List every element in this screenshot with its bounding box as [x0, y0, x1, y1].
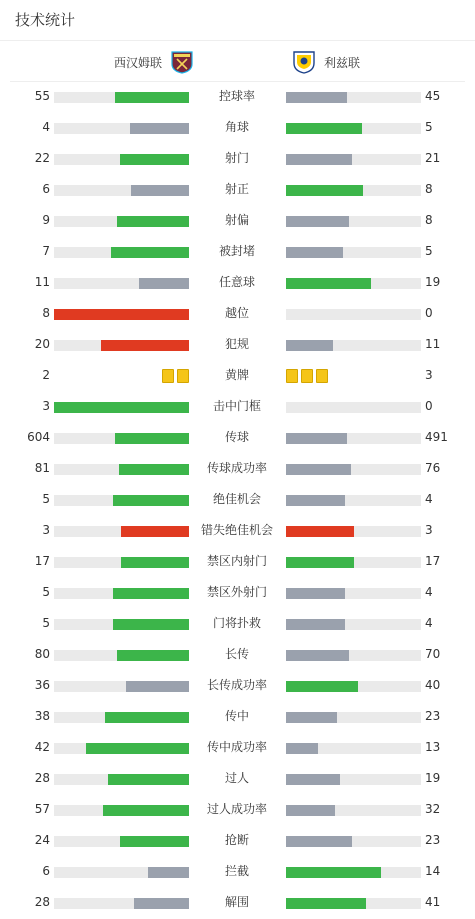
home-stat-bar: [54, 154, 189, 165]
away-stat-value: 23: [425, 709, 441, 723]
away-stat-fill: [286, 588, 345, 599]
home-stat-value: 6: [42, 182, 50, 196]
away-stat-value: 8: [425, 182, 433, 196]
stat-label: 长传: [224, 647, 249, 661]
away-stat-bar: [286, 278, 421, 289]
yellow-card-icon: [177, 369, 189, 383]
stat-row: [0, 887, 475, 918]
away-stat-fill: [286, 278, 371, 289]
away-yellow-cards: [286, 369, 328, 383]
stat-label: 过人成功率: [206, 802, 267, 816]
stats-list: [0, 81, 475, 918]
away-stat-fill: [286, 464, 351, 475]
away-stat-value: 8: [425, 213, 433, 227]
home-stat-value: 28: [34, 771, 50, 785]
stat-label: 抢断: [224, 833, 249, 847]
stat-row: [0, 856, 475, 887]
away-stat-fill: [286, 433, 347, 444]
home-stat-fill: [148, 867, 189, 878]
away-stat-fill: [286, 340, 333, 351]
home-stat-fill: [120, 836, 189, 847]
away-stat-bar: [286, 681, 421, 692]
home-stat-bar: [54, 216, 189, 227]
home-stat-fill: [115, 92, 189, 103]
away-stat-bar: [286, 216, 421, 227]
home-stat-fill: [121, 526, 189, 537]
away-stat-fill: [286, 743, 318, 754]
stat-row: [0, 794, 475, 825]
stat-row: [0, 732, 475, 763]
stat-label: 传球成功率: [206, 461, 267, 475]
away-stat-fill: [286, 805, 335, 816]
home-stat-fill: [120, 154, 189, 165]
home-stat-value: 3: [42, 399, 50, 413]
away-stat-fill: [286, 247, 343, 258]
away-stat-value: 21: [425, 151, 441, 165]
stat-row: [0, 298, 475, 329]
home-stat-bar: [54, 526, 189, 537]
home-stat-fill: [54, 309, 189, 320]
home-stat-value: 604: [27, 430, 50, 444]
stat-label: 长传成功率: [206, 678, 267, 692]
away-stat-bar: [286, 402, 421, 413]
away-stat-bar: [286, 464, 421, 475]
yellow-card-icon: [301, 369, 313, 383]
yellow-card-icon: [316, 369, 328, 383]
stat-label: 绝佳机会: [212, 492, 261, 506]
home-stat-value: 42: [34, 740, 50, 754]
away-stat-value: 0: [425, 306, 433, 320]
stat-row: [0, 763, 475, 794]
home-stat-fill: [139, 278, 189, 289]
away-stat-bar: [286, 433, 421, 444]
stat-row: [0, 484, 475, 515]
yellow-card-icon: [286, 369, 298, 383]
home-stat-bar: [54, 433, 189, 444]
away-stat-fill: [286, 712, 337, 723]
stat-label: 禁区内射门: [206, 554, 267, 568]
away-stat-value: 3: [425, 523, 433, 537]
home-stat-fill: [113, 588, 189, 599]
home-stat-fill: [115, 433, 189, 444]
home-stat-fill: [86, 743, 189, 754]
home-stat-bar: [54, 681, 189, 692]
away-stat-fill: [286, 867, 381, 878]
home-stat-value: 28: [34, 895, 50, 909]
away-stat-value: 491: [425, 430, 448, 444]
away-stat-fill: [286, 216, 349, 227]
home-stat-fill: [131, 185, 189, 196]
stat-label: 传中成功率: [206, 740, 267, 754]
home-stat-bar: [54, 340, 189, 351]
home-yellow-cards: [162, 369, 189, 383]
home-stat-value: 4: [42, 120, 50, 134]
home-stat-fill: [134, 898, 189, 909]
away-stat-fill: [286, 774, 340, 785]
home-stat-fill: [103, 805, 189, 816]
stat-row: [0, 701, 475, 732]
stat-label: 传中: [224, 709, 249, 723]
home-stat-value: 9: [42, 213, 50, 227]
stat-row: [0, 577, 475, 608]
stat-row: [0, 360, 475, 391]
away-stat-bar: [286, 867, 421, 878]
home-stat-bar: [54, 898, 189, 909]
home-stat-fill: [130, 123, 189, 134]
stat-row: [0, 143, 475, 174]
stat-label: 控球率: [218, 89, 255, 103]
away-stat-value: 5: [425, 244, 433, 258]
home-stat-value: 5: [42, 585, 50, 599]
away-stat-fill: [286, 898, 366, 909]
home-stat-fill: [113, 495, 189, 506]
away-stat-value: 19: [425, 275, 441, 289]
home-stat-fill: [121, 557, 189, 568]
stat-label: 越位: [224, 306, 249, 320]
stat-label: 被封堵: [218, 244, 255, 258]
home-stat-value: 20: [34, 337, 50, 351]
home-stat-bar: [54, 402, 189, 413]
away-stat-bar: [286, 557, 421, 568]
page-title: 技术统计: [0, 0, 475, 41]
home-stat-fill: [54, 402, 189, 413]
home-stat-fill: [113, 619, 189, 630]
stat-row: [0, 670, 475, 701]
away-stat-fill: [286, 557, 354, 568]
stat-label: 错失绝佳机会: [200, 523, 273, 537]
stat-row: [0, 174, 475, 205]
away-stat-bar: [286, 805, 421, 816]
home-stat-bar: [54, 185, 189, 196]
stat-label: 射正: [224, 182, 249, 196]
away-stat-bar: [286, 247, 421, 258]
home-stat-value: 5: [42, 616, 50, 630]
away-stat-value: 70: [425, 647, 441, 661]
away-stat-value: 41: [425, 895, 441, 909]
home-stat-value: 8: [42, 306, 50, 320]
stat-label: 任意球: [218, 275, 255, 289]
stat-row: [0, 391, 475, 422]
away-stat-fill: [286, 836, 352, 847]
home-stat-value: 24: [34, 833, 50, 847]
away-team[interactable]: [292, 49, 360, 75]
stat-label: 解围: [224, 895, 249, 909]
stat-row: [0, 236, 475, 267]
home-stat-bar: [54, 557, 189, 568]
away-stat-value: 11: [425, 337, 441, 351]
home-stat-value: 11: [34, 275, 50, 289]
stat-label: 拦截: [224, 864, 249, 878]
stat-row: [0, 515, 475, 546]
home-stat-bar: [54, 123, 189, 134]
home-stat-value: 17: [34, 554, 50, 568]
away-stat-value: 14: [425, 864, 441, 878]
away-stat-value: 23: [425, 833, 441, 847]
stat-row: [0, 546, 475, 577]
away-stat-fill: [286, 526, 354, 537]
home-stat-value: 2: [42, 368, 50, 382]
home-stat-fill: [108, 774, 189, 785]
away-stat-bar: [286, 526, 421, 537]
home-stat-fill: [119, 464, 189, 475]
away-stat-value: 4: [425, 585, 433, 599]
stat-label: 禁区外射门: [206, 585, 267, 599]
away-stat-bar: [286, 836, 421, 847]
away-stat-value: 5: [425, 120, 433, 134]
home-stat-bar: [54, 867, 189, 878]
home-stat-bar: [54, 805, 189, 816]
away-stat-fill: [286, 619, 345, 630]
home-stat-bar: [54, 712, 189, 723]
yellow-card-icon: [162, 369, 174, 383]
away-stat-bar: [286, 588, 421, 599]
away-stat-value: 40: [425, 678, 441, 692]
home-stat-bar: [54, 92, 189, 103]
away-stat-fill: [286, 123, 362, 134]
home-stat-value: 80: [34, 647, 50, 661]
away-stat-bar: [286, 123, 421, 134]
home-stat-bar: [54, 743, 189, 754]
away-stat-value: 13: [425, 740, 441, 754]
home-stat-bar: [54, 495, 189, 506]
stat-label: 射门: [224, 151, 249, 165]
home-stat-bar: [54, 774, 189, 785]
stat-row: [0, 639, 475, 670]
stat-label: 过人: [224, 771, 249, 785]
home-team[interactable]: [114, 49, 194, 75]
stat-label: 击中门框: [212, 399, 261, 413]
home-stat-bar: [54, 464, 189, 475]
home-stat-value: 6: [42, 864, 50, 878]
home-stat-fill: [111, 247, 189, 258]
away-stat-fill: [286, 495, 345, 506]
stat-row: [0, 267, 475, 298]
away-stat-value: 4: [425, 492, 433, 506]
home-stat-value: 5: [42, 492, 50, 506]
stat-label: 犯规: [224, 337, 249, 351]
away-stat-value: 45: [425, 89, 441, 103]
away-stat-value: 19: [425, 771, 441, 785]
stat-label: 黄牌: [224, 368, 249, 382]
stat-row: [0, 453, 475, 484]
stat-row: [0, 608, 475, 639]
away-stat-bar: [286, 650, 421, 661]
stat-row: [0, 81, 475, 112]
away-stat-bar: [286, 495, 421, 506]
stat-row: [0, 112, 475, 143]
away-stat-value: 3: [425, 368, 433, 382]
away-stat-fill: [286, 185, 363, 196]
away-stat-fill: [286, 681, 358, 692]
away-team-name: 利兹联: [324, 55, 361, 70]
leeds-crest-icon: [292, 49, 316, 75]
home-stat-value: 3: [42, 523, 50, 537]
stat-label: 射偏: [224, 213, 249, 227]
home-stat-value: 38: [34, 709, 50, 723]
away-stat-bar: [286, 712, 421, 723]
away-stat-fill: [286, 92, 347, 103]
away-stat-value: 76: [425, 461, 441, 475]
away-stat-value: 4: [425, 616, 433, 630]
away-stat-value: 32: [425, 802, 441, 816]
away-stat-bar: [286, 92, 421, 103]
away-stat-value: 0: [425, 399, 433, 413]
away-stat-bar: [286, 309, 421, 320]
home-team-name: 西汉姆联: [114, 55, 163, 70]
stat-label: 传球: [224, 430, 249, 444]
teams-header: [10, 41, 465, 82]
home-stat-fill: [126, 681, 189, 692]
stat-row: [0, 825, 475, 856]
away-stat-value: 17: [425, 554, 441, 568]
away-stat-bar: [286, 185, 421, 196]
away-stat-fill: [286, 154, 352, 165]
stat-label: 门将扑救: [212, 616, 261, 630]
home-stat-fill: [105, 712, 189, 723]
home-stat-value: 81: [34, 461, 50, 475]
away-stat-bar: [286, 340, 421, 351]
stat-label: 角球: [224, 120, 249, 134]
stat-row: [0, 329, 475, 360]
home-stat-value: 7: [42, 244, 50, 258]
away-stat-bar: [286, 619, 421, 630]
home-stat-value: 36: [34, 678, 50, 692]
home-stat-bar: [54, 309, 189, 320]
home-stat-fill: [117, 216, 189, 227]
home-stat-value: 22: [34, 151, 50, 165]
home-stat-value: 57: [34, 802, 50, 816]
away-stat-bar: [286, 154, 421, 165]
stat-row: [0, 422, 475, 453]
home-stat-fill: [117, 650, 189, 661]
home-stat-bar: [54, 619, 189, 630]
west-ham-crest-icon: [170, 49, 194, 75]
stat-row: [0, 205, 475, 236]
away-stat-bar: [286, 898, 421, 909]
away-stat-bar: [286, 743, 421, 754]
home-stat-bar: [54, 836, 189, 847]
home-stat-bar: [54, 650, 189, 661]
home-stat-bar: [54, 247, 189, 258]
home-stat-value: 55: [34, 89, 50, 103]
away-stat-fill: [286, 650, 349, 661]
home-stat-bar: [54, 588, 189, 599]
home-stat-bar: [54, 278, 189, 289]
away-stat-bar: [286, 774, 421, 785]
home-stat-fill: [101, 340, 189, 351]
